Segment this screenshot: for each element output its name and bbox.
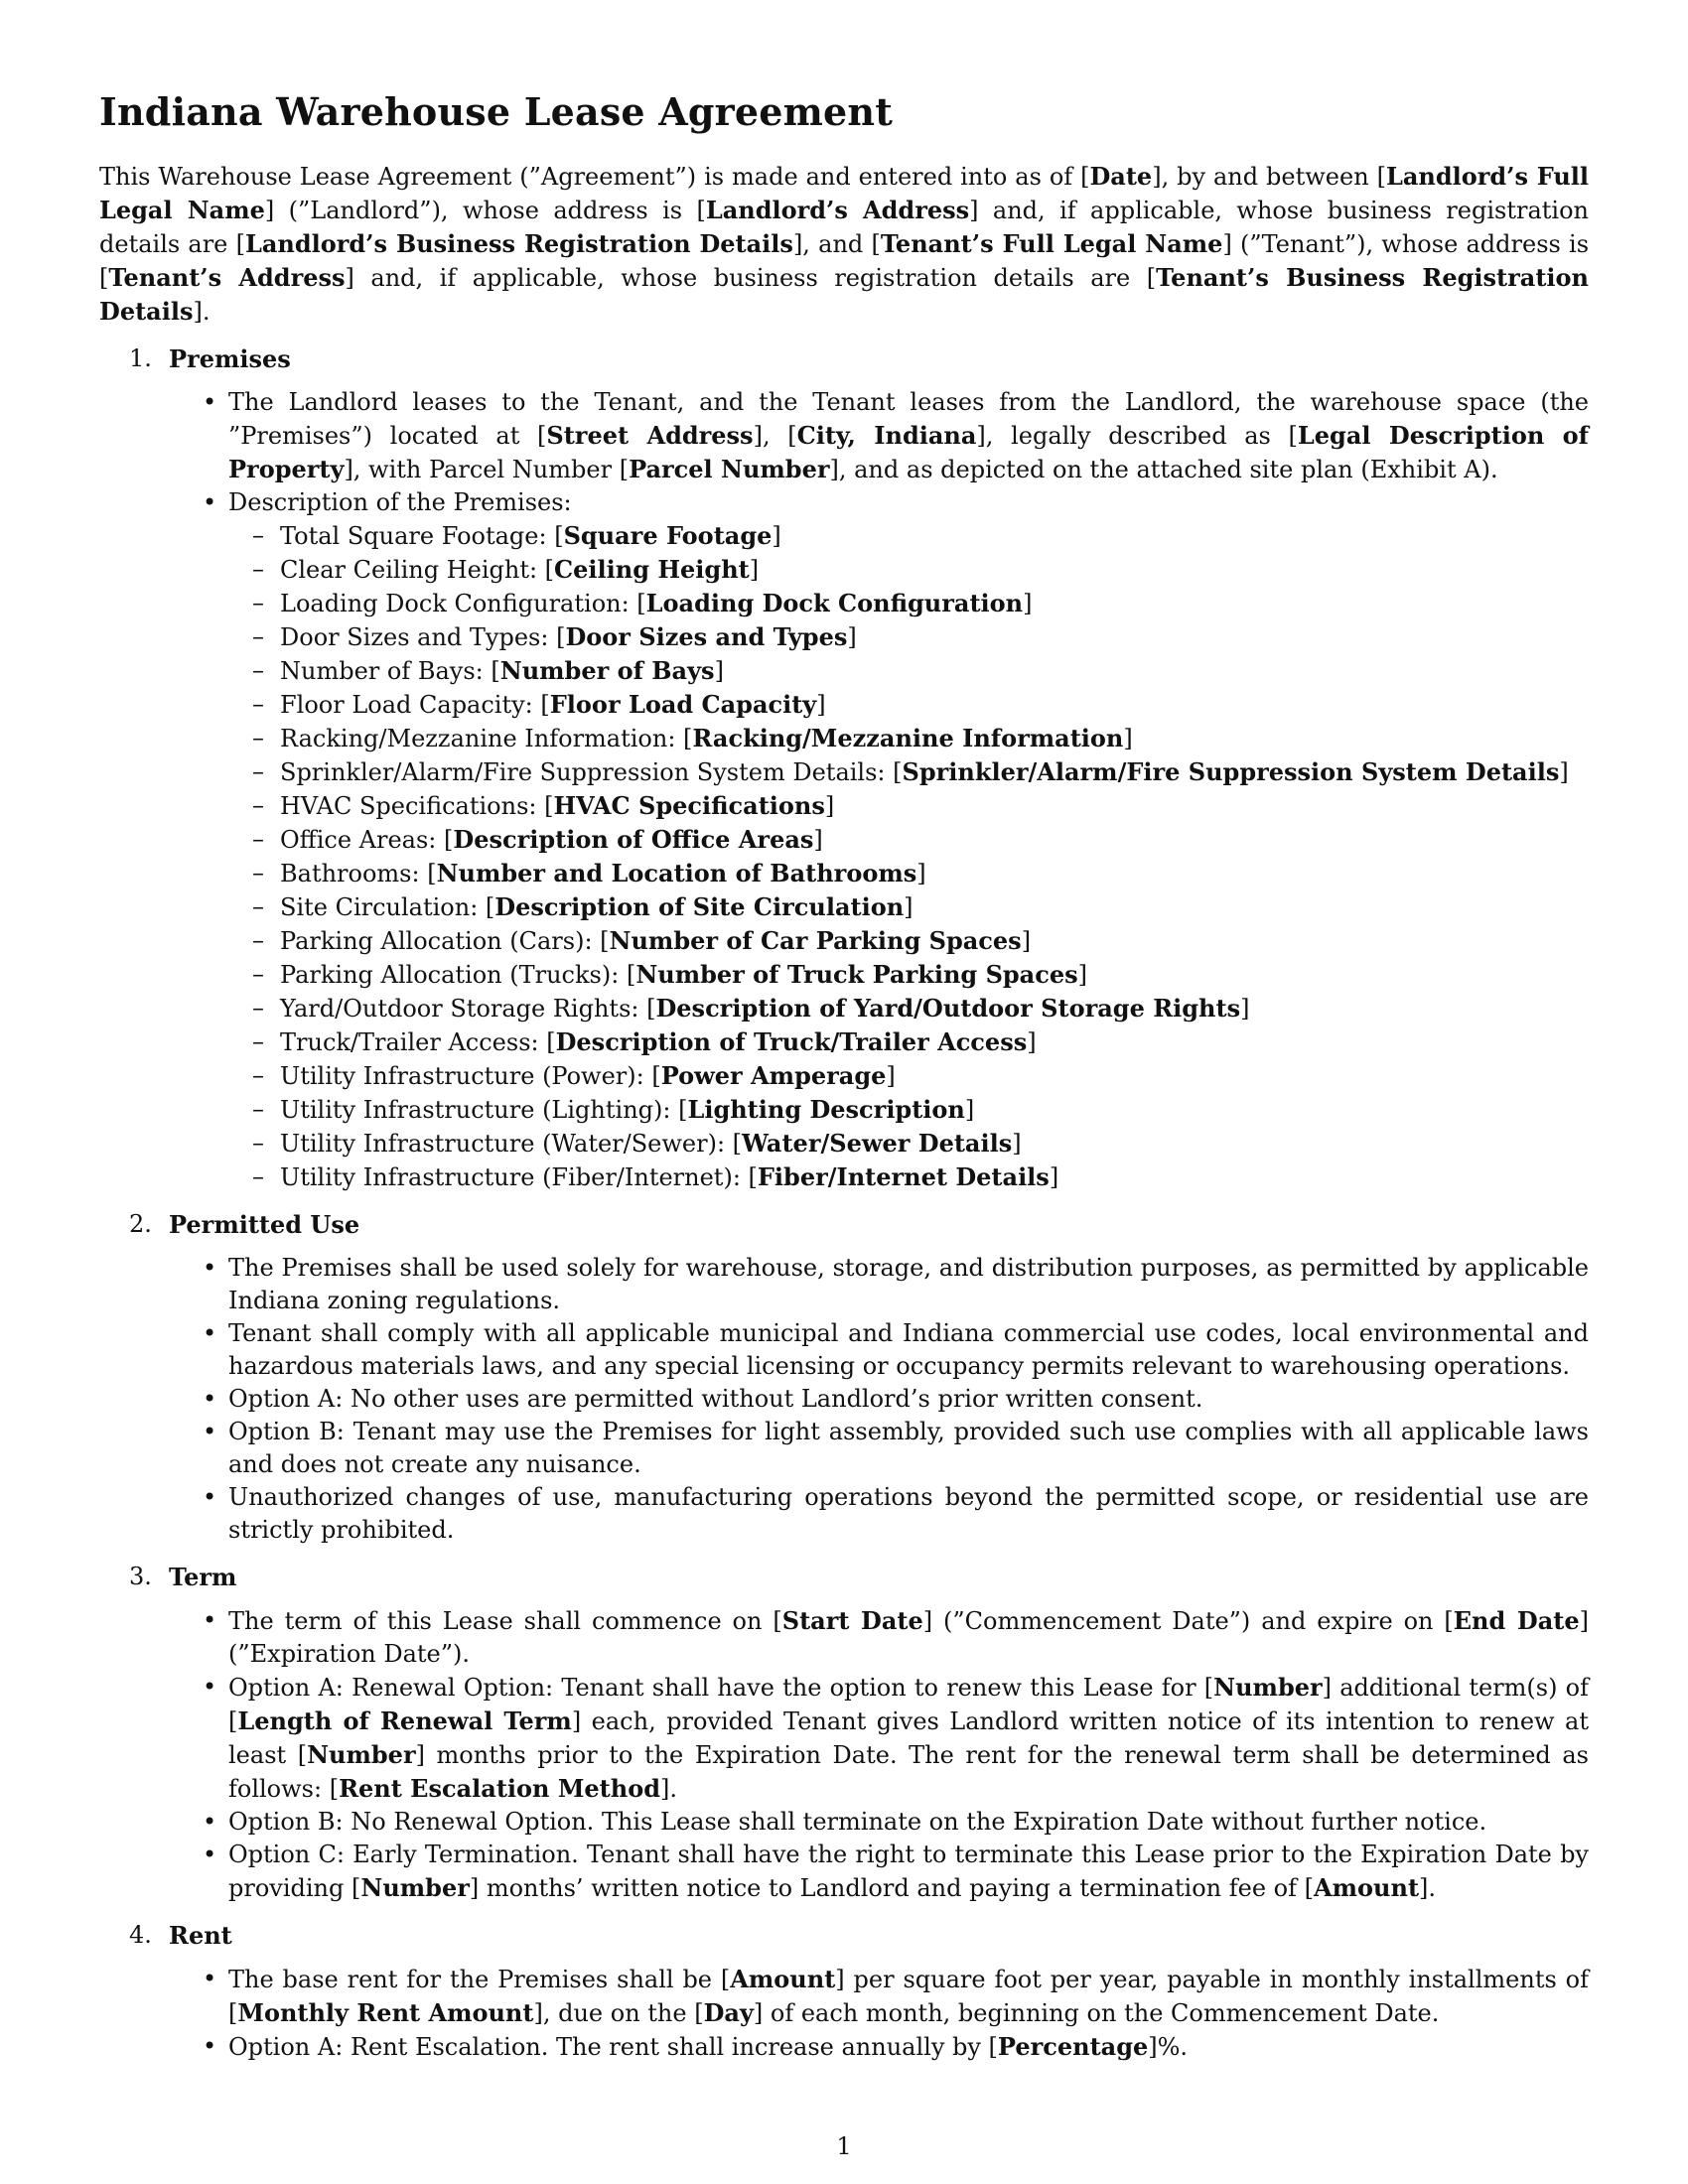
placeholder: Street Address bbox=[546, 421, 754, 450]
placeholder-landlord-address: Landlord’s Address bbox=[705, 196, 970, 224]
placeholder: Number bbox=[1213, 1673, 1323, 1702]
intro-text: ]. bbox=[193, 298, 211, 326]
section-heading bbox=[99, 1561, 1589, 1594]
text: ] bbox=[1240, 995, 1250, 1023]
list-item bbox=[280, 958, 1589, 992]
item-label: Floor Load Capacity: [ bbox=[280, 691, 550, 719]
placeholder: Lighting Description bbox=[687, 1095, 965, 1124]
section-number: 1. bbox=[129, 344, 152, 372]
intro-text: This Warehouse Lease Agreement (”Agreement”) is made and entered into as of [ bbox=[99, 163, 1090, 191]
placeholder: Fiber/Internet Details bbox=[757, 1162, 1050, 1191]
list-item: • Option B: Tenant may use the Premises for light assembly, provided such use complies with all applicable laws and does not create any nuisance. bbox=[228, 1416, 1589, 1481]
list-item bbox=[228, 2030, 1589, 2064]
list-item bbox=[280, 823, 1589, 857]
placeholder: Sprinkler/Alarm/Fire Suppression System Details bbox=[902, 757, 1560, 786]
list-item bbox=[280, 553, 1589, 587]
list-item bbox=[280, 924, 1589, 958]
text: ] (”Expiration Date”). bbox=[228, 1607, 1589, 1668]
placeholder-tenant-registration: Tenant’s Business Registration Details bbox=[99, 263, 1589, 326]
page-number: 1 bbox=[836, 2132, 852, 2160]
placeholder: Number bbox=[360, 1873, 470, 1902]
bullet-list bbox=[99, 1252, 1589, 1547]
text: Option C: Early Termination. Tenant shall have the right to terminate this Lease prior to the Expiration Date by providing [ bbox=[228, 1841, 1589, 1902]
text: ] each, provided Tenant gives Landlord written notice of its intention to renew at least [ bbox=[228, 1707, 1590, 1769]
placeholder: Description of Office Areas bbox=[453, 825, 814, 854]
intro-text: ], and [ bbox=[792, 230, 881, 258]
intro-text: ] and, if applicable, whose business registration details are [ bbox=[345, 264, 1157, 292]
text: ] bbox=[749, 556, 760, 584]
list-item: • The Premises shall be used solely for warehouse, storage, and distribution purposes, as permitted by applicable Indiana zoning regulations. bbox=[228, 1252, 1589, 1317]
intro-text: ] (”Landlord”), whose address is [ bbox=[264, 197, 706, 224]
placeholder: Percentage bbox=[997, 2032, 1149, 2061]
text: ] bbox=[1027, 1028, 1037, 1056]
placeholder: Number of Bays bbox=[499, 656, 715, 685]
placeholder: Floor Load Capacity bbox=[549, 690, 817, 719]
placeholder: Description of Yard/Outdoor Storage Rights bbox=[655, 994, 1241, 1023]
placeholder: Number bbox=[307, 1740, 416, 1769]
item-label: Utility Infrastructure (Water/Sewer): [ bbox=[280, 1130, 743, 1158]
text: ] bbox=[772, 522, 781, 550]
item-label: Bathrooms: [ bbox=[280, 860, 437, 887]
placeholder: Power Amperage bbox=[660, 1061, 887, 1090]
item-label: Door Sizes and Types: [ bbox=[280, 623, 566, 651]
text: ] months prior to the Expiration Date. The rent for the renewal term shall be determined as follows: [ bbox=[228, 1741, 1589, 1803]
placeholder: Number and Location of Bathrooms bbox=[436, 859, 917, 887]
list-item bbox=[228, 486, 1589, 1194]
premises-description-list bbox=[228, 519, 1589, 1194]
item-label: Office Areas: [ bbox=[280, 826, 454, 854]
list-item bbox=[228, 386, 1589, 486]
intro-paragraph bbox=[99, 160, 1589, 329]
text: ] bbox=[824, 792, 835, 820]
text: ], with Parcel Number [ bbox=[344, 456, 630, 483]
item-label: Parking Allocation (Trucks): [ bbox=[280, 961, 636, 989]
placeholder: Water/Sewer Details bbox=[742, 1129, 1013, 1158]
intro-text: ], by and between [ bbox=[1152, 163, 1386, 191]
text: ] bbox=[847, 623, 857, 651]
list-item bbox=[280, 587, 1589, 620]
item-label: HVAC Specifications: [ bbox=[280, 792, 554, 820]
placeholder: Parcel Number bbox=[629, 455, 830, 483]
placeholder: Amount bbox=[1314, 1873, 1420, 1902]
item-label: Utility Infrastructure (Fiber/Internet): [ bbox=[280, 1163, 758, 1191]
section-rent bbox=[99, 1919, 1589, 2064]
placeholder-date: Date bbox=[1089, 162, 1153, 191]
text: ]. bbox=[660, 1775, 677, 1803]
text: Option A: Rent Escalation. The rent shall increase annually by [ bbox=[228, 2033, 998, 2061]
text: ] bbox=[1559, 758, 1569, 786]
placeholder: Start Date bbox=[781, 1606, 923, 1635]
placeholder: Ceiling Height bbox=[554, 555, 750, 584]
list-item bbox=[280, 1025, 1589, 1059]
text: ] bbox=[964, 1096, 975, 1124]
placeholder: City, Indiana bbox=[796, 421, 977, 450]
text: The base rent for the Premises shall be [ bbox=[228, 1966, 731, 1993]
item-label: Site Circulation: [ bbox=[280, 893, 495, 921]
list-item bbox=[228, 1671, 1589, 1806]
text: ] bbox=[1021, 927, 1032, 955]
section-title: Term bbox=[169, 1563, 237, 1591]
placeholder: Rent Escalation Method bbox=[339, 1774, 660, 1803]
section-title: Premises bbox=[169, 344, 291, 373]
item-label: Sprinkler/Alarm/Fire Suppression System Details: [ bbox=[280, 758, 903, 786]
text: ] bbox=[1023, 590, 1033, 617]
section-permitted-use bbox=[99, 1208, 1589, 1547]
list-item bbox=[280, 857, 1589, 890]
intro-text: ] and, if applicable, whose business registration details are [ bbox=[99, 197, 1589, 258]
placeholder: Description of Site Circulation bbox=[494, 892, 905, 921]
text: ] additional term(s) of [ bbox=[228, 1674, 1590, 1735]
bullet-list bbox=[99, 386, 1589, 1194]
document-page bbox=[99, 89, 1589, 2064]
text: Option A: Renewal Option: Tenant shall have the option to renew this Lease for [ bbox=[228, 1674, 1214, 1702]
list-item bbox=[280, 722, 1589, 755]
placeholder: Day bbox=[703, 1998, 754, 2027]
placeholder-tenant-address: Tenant’s Address bbox=[108, 263, 346, 292]
section-title: Rent bbox=[169, 1921, 232, 1950]
list-item bbox=[280, 654, 1589, 688]
text: ], due on the [ bbox=[533, 1999, 704, 2027]
list-item bbox=[280, 688, 1589, 722]
text: ] per square foot per year, payable in monthly installments of [ bbox=[228, 1966, 1589, 2027]
section-number: 2. bbox=[129, 1210, 152, 1238]
placeholder: Square Footage bbox=[563, 521, 773, 550]
item-label: Yard/Outdoor Storage Rights: [ bbox=[280, 995, 656, 1023]
text: ] bbox=[1123, 725, 1133, 752]
bullet-list bbox=[99, 1963, 1589, 2064]
section-number: 3. bbox=[129, 1563, 152, 1590]
section-premises bbox=[99, 342, 1589, 1194]
text: ] of each month, beginning on the Commencement Date. bbox=[753, 1999, 1440, 2027]
item-label: Utility Infrastructure (Power): [ bbox=[280, 1062, 661, 1090]
section-number: 4. bbox=[129, 1921, 152, 1949]
placeholder-landlord-name: Landlord’s Full Legal Name bbox=[99, 162, 1590, 224]
section-heading bbox=[99, 1208, 1589, 1242]
item-label: Loading Dock Configuration: [ bbox=[280, 590, 646, 617]
section-term bbox=[99, 1561, 1589, 1905]
text: ] bbox=[886, 1062, 896, 1090]
list-item bbox=[228, 1839, 1589, 1905]
list-item bbox=[280, 890, 1589, 924]
text: ], [ bbox=[753, 422, 797, 450]
placeholder: Number of Car Parking Spaces bbox=[609, 926, 1022, 955]
list-item bbox=[280, 1160, 1589, 1194]
list-item: • Option A: No other uses are permitted without Landlord’s prior written consent. bbox=[228, 1383, 1589, 1416]
list-item bbox=[280, 1093, 1589, 1127]
section-heading bbox=[99, 1919, 1589, 1953]
intro-text: ] (”Tenant”), whose address is [ bbox=[99, 230, 1590, 292]
document-title: Indiana Warehouse Lease Agreement bbox=[99, 89, 894, 134]
list-item bbox=[280, 1059, 1589, 1093]
text: ], legally described as [ bbox=[976, 422, 1298, 450]
placeholder: Description of Truck/Trailer Access bbox=[555, 1027, 1028, 1056]
text: ]%. bbox=[1148, 2033, 1189, 2061]
list-item: • Tenant shall comply with all applicable municipal and Indiana commercial use codes, local environmental and hazardous materials laws, and any special licensing or occupancy permits relevant to warehousing operations. bbox=[228, 1317, 1589, 1383]
placeholder: Racking/Mezzanine Information bbox=[692, 724, 1124, 752]
item-label: Number of Bays: [ bbox=[280, 657, 500, 685]
text: ] bbox=[904, 893, 914, 921]
placeholder-tenant-name: Tenant’s Full Legal Name bbox=[880, 229, 1223, 258]
placeholder: Amount bbox=[730, 1965, 836, 1993]
bullet-list bbox=[99, 1604, 1589, 1905]
list-item: • Unauthorized changes of use, manufacturing operations beyond the permitted scope, or residential use are strictly prohibited. bbox=[228, 1481, 1589, 1547]
placeholder: Monthly Rent Amount bbox=[237, 1998, 534, 2027]
section-title: Permitted Use bbox=[169, 1210, 360, 1239]
text: ] bbox=[916, 860, 926, 887]
placeholder-landlord-registration: Landlord’s Business Registration Details bbox=[244, 229, 793, 258]
text: The Landlord leases to the Tenant, and the Tenant leases from the Landlord, the warehouse space (the ”Premises”) located at [ bbox=[228, 388, 1589, 450]
text: ], and as depicted on the attached site plan (Exhibit A). bbox=[829, 456, 1498, 483]
placeholder: Length of Renewal Term bbox=[237, 1706, 572, 1735]
text: Description of the Premises: bbox=[228, 488, 572, 516]
section-heading bbox=[99, 342, 1589, 376]
item-label: Clear Ceiling Height: [ bbox=[280, 556, 555, 584]
text: ] bbox=[1077, 961, 1087, 989]
item-label: Truck/Trailer Access: [ bbox=[280, 1028, 556, 1056]
list-item bbox=[280, 519, 1589, 553]
placeholder: End Date bbox=[1453, 1606, 1580, 1635]
text: ] bbox=[1049, 1163, 1059, 1191]
item-label: Utility Infrastructure (Lighting): [ bbox=[280, 1096, 688, 1124]
list-item bbox=[280, 992, 1589, 1025]
text: ] (”Commencement Date”) and expire on [ bbox=[922, 1607, 1454, 1635]
list-item: • Option B: No Renewal Option. This Lease shall terminate on the Expiration Date without further notice. bbox=[228, 1806, 1589, 1839]
placeholder: Legal Description of Property bbox=[228, 421, 1590, 483]
list-item bbox=[280, 789, 1589, 823]
list-item bbox=[228, 1604, 1589, 1671]
placeholder: Loading Dock Configuration bbox=[645, 589, 1024, 617]
text: ] bbox=[714, 657, 724, 685]
placeholder: Number of Truck Parking Spaces bbox=[635, 960, 1078, 989]
text: ] bbox=[1012, 1130, 1022, 1158]
list-item bbox=[280, 755, 1589, 789]
text: ]. bbox=[1419, 1874, 1437, 1902]
list-item bbox=[280, 620, 1589, 654]
placeholder: HVAC Specifications bbox=[553, 791, 825, 820]
placeholder: Door Sizes and Types bbox=[565, 622, 848, 651]
text: The term of this Lease shall commence on [ bbox=[228, 1607, 782, 1635]
text: ] bbox=[813, 826, 823, 854]
list-item bbox=[280, 1127, 1589, 1160]
list-item bbox=[228, 1963, 1589, 2030]
item-label: Parking Allocation (Cars): [ bbox=[280, 927, 610, 955]
item-label: Total Square Footage: [ bbox=[280, 522, 564, 550]
text: ] months’ written notice to Landlord and paying a termination fee of [ bbox=[469, 1874, 1315, 1902]
item-label: Racking/Mezzanine Information: [ bbox=[280, 725, 693, 752]
text: ] bbox=[816, 691, 826, 719]
